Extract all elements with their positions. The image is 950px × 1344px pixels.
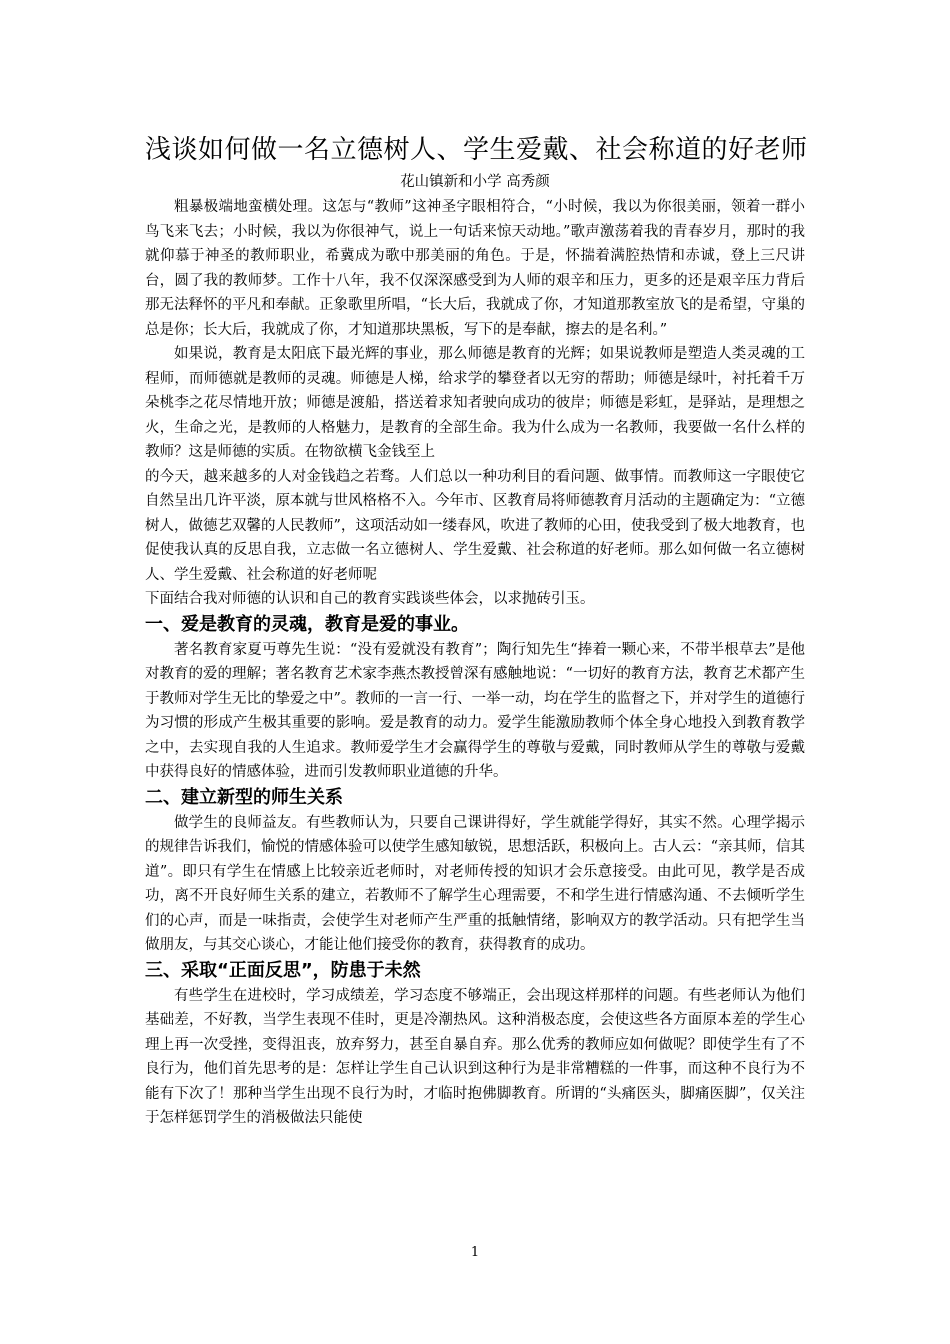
section-heading-3: 三、采取“正面反思”，防患于未然 [145,959,421,981]
intro-paragraph-4: 下面结合我对师德的认识和自己的教育实践谈些体会，以求抛砖引玉。 [145,591,595,607]
document-title: 浅谈如何做一名立德树人、学生爱戴、社会称道的好老师 [145,135,808,165]
author-line: 花山镇新和小学 高秀颜 [400,174,550,190]
intro-paragraph-3: 的今天，越来越多的人对金钱趋之若骛。人们总以一种功利目的看问题、做事情。而教师这一字眼使它自然呈出几许平淡，原本就与世风格格不入。今年市、区教育局将师德教育月活动的主题确定为：“立德树人，做德艺双馨的人民教师”，这项活动如一缕春风，吹进了教师的心田，使我受到了极大地教育，也促使我认真的反思自我，立志做一名立德树人、学生爱戴、社会称道的好老师。那么如何做一名立德树人、学生爱戴、社会称道的好老师呢 [145,468,805,583]
section-heading-2: 二、建立新型的师生关系 [145,786,343,808]
intro-paragraph-1: 粗暴极端地蛮横处理。这怎与“教师”这神圣字眼相符合，“小时候，我以为你很美丽，领着一群小鸟飞来飞去；小时候，我以为你很神气，说上一句话来惊天动地。”歌声激荡着我的青春岁月，那时的我就仰慕于神圣的教师职业，希冀成为歌中那美丽的角色。于是，怀揣着满腔热情和赤诚，登上三尺讲台，圆了我的教师梦。工作十八年，我不仅深深感受到为人师的艰辛和压力，更多的还是艰辛压力背后那无法释怀的平凡和奉献。正象歌里所唱，“长大后，我就成了你，才知道那教室放飞的是希望，守巢的总是你；长大后，我就成了你，才知道那块黑板，写下的是奉献，擦去的是名利。” [145,199,805,338]
section-heading-1: 一、爱是教育的灵魂，教育是爱的事业。 [145,613,469,635]
page-number: 1 [470,1245,480,1260]
section-3-paragraph: 有些学生在进校时，学习成绩差，学习态度不够端正，会出现这样那样的问题。有些老师认为他们基础差，不好教，当学生表现不佳时，更是冷潮热风。这种消极态度，会使这些各方面原本差的学生心理上再一次受挫，变得沮丧，放弃努力，甚至自暴自弃。那么优秀的教师应如何做呢？即使学生有了不良行为，他们首先思考的是：怎样让学生自己认识到这种行为是非常糟糕的一件事，而这种不良行为不能有下次了！那种当学生出现不良行为时，才临时抱佛脚教育。所谓的“头痛医头，脚痛医脚”，仅关注于怎样惩罚学生的消极做法只能使 [145,987,805,1126]
section-2-paragraph: 做学生的良师益友。有些教师认为，只要自己课讲得好，学生就能学得好，其实不然。心理学揭示的规律告诉我们，愉悦的情感体验可以使学生感知敏锐，思想活跃，积极向上。古人云：“亲其师，信其道”。即只有学生在情感上比较亲近老师时，对老师传授的知识才会乐意接受。由此可见，教学是否成功，离不开良好师生关系的建立，若教师不了解学生心理需要，不和学生进行情感沟通、不去倾听学生们的心声，而是一味指责，会使学生对老师产生严重的抵触情绪，影响双方的教学活动。只有把学生当做朋友，与其交心谈心，才能让他们接受你的教育，获得教育的成功。 [145,814,805,953]
intro-paragraph-2: 如果说，教育是太阳底下最光辉的事业，那么师德是教育的光辉；如果说教师是塑造人类灵魂的工程师，而师德就是教师的灵魂。师德是人梯，给求学的攀登者以无穷的帮助；师德是绿叶，衬托着千万朵桃李之花尽情地开放；师德是渡船，搭送着求知者驶向成功的彼岸；师德是彩虹，是驿站，是理想之火，生命之光，是教师的人格魅力，是教育的全部生命。我为什么成为一名教师，我要做一名什么样的教师？这是师德的实质。在物欲横飞金钱至上 [145,346,805,460]
section-1-paragraph: 著名教育家夏丏尊先生说：“没有爱就没有教育”；陶行知先生“捧着一颗心来，不带半根草去”是他对教育的爱的理解；著名教育艺术家李燕杰教授曾深有感触地说：“一切好的教育方法，教育艺术都产生于教师对学生无比的挚爱之中”。教师的一言一行、一举一动，均在学生的监督之下，并对学生的道德行为习惯的形成产生极其重要的影响。爱是教育的动力。爱学生能激励教师个体全身心地投入到教育教学之中，去实现自我的人生追求。教师爱学生才会赢得学生的尊敬与爱戴，同时教师从学生的尊敬与爱戴中获得良好的情感体验，进而引发教师职业道德的升华。 [145,641,805,780]
document-body [145,133,808,1131]
